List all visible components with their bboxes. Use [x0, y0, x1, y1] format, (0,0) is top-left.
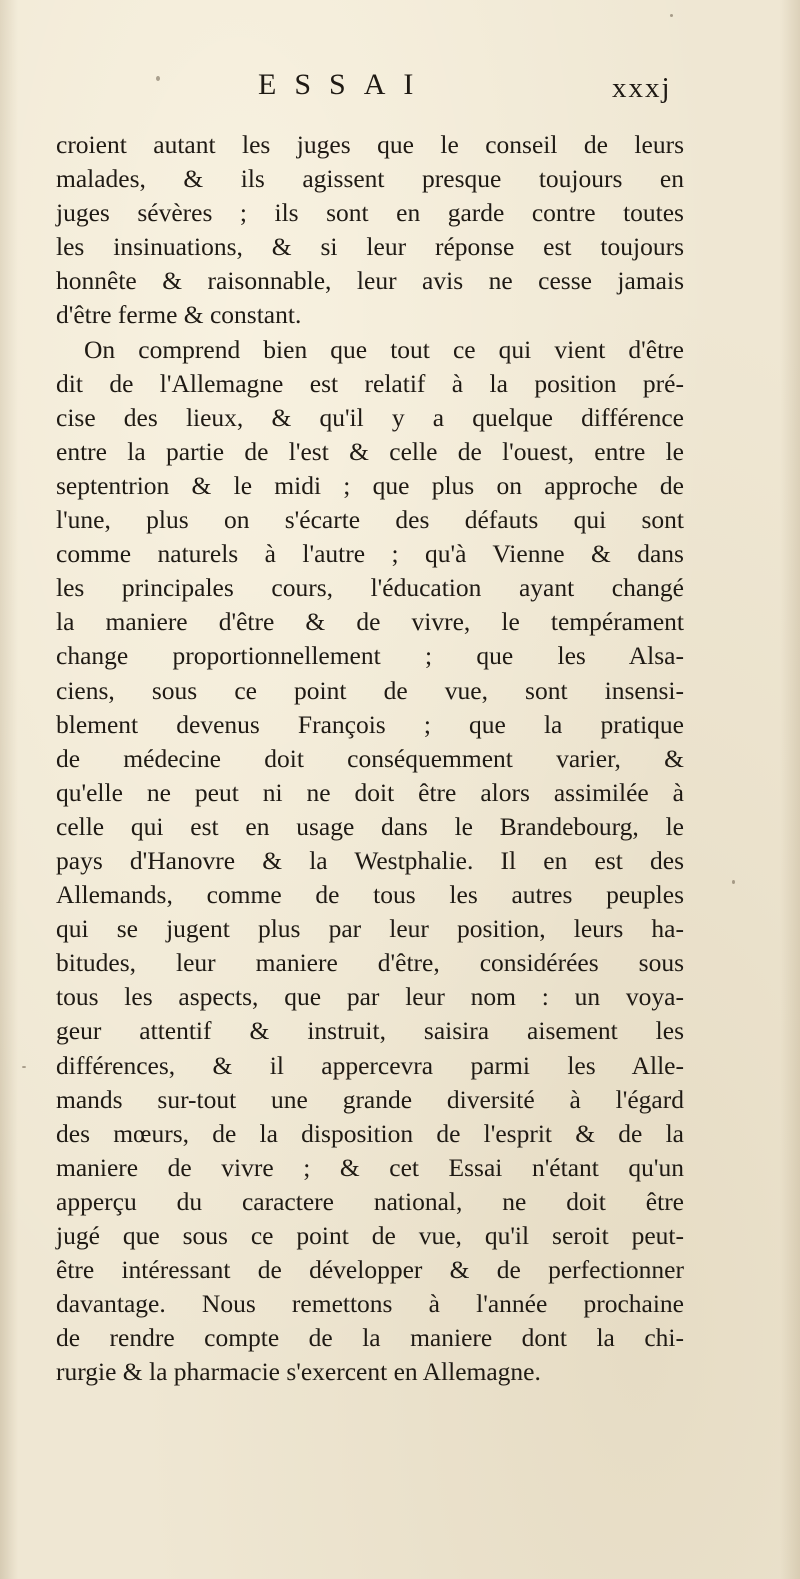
paper-speck — [156, 76, 160, 81]
text-line: septentrion & le midi ; que plus on approche de — [56, 470, 684, 500]
text-line: comme naturels à l'autre ; qu'à Vienne & dans — [56, 539, 684, 569]
text-line: différences, & il appercevra parmi les Alle- — [56, 1050, 684, 1080]
text-line: dit de l'Allemagne est relatif à la position pré- — [56, 368, 684, 398]
page-number: xxxj — [612, 72, 672, 104]
text-line: entre la partie de l'est & celle de l'ouest, entre le — [56, 436, 684, 466]
paper-speck — [670, 14, 673, 17]
text-line: de médecine doit conséquemment varier, & — [56, 743, 684, 773]
body-text — [56, 128, 684, 1389]
text-line: l'une, plus on s'écarte des défauts qui sont — [56, 505, 684, 535]
text-line: change proportionnellement ; que les Alsa- — [56, 641, 684, 671]
paper-speck — [732, 880, 735, 884]
text-line: ciens, sous ce point de vue, sont insensi- — [56, 675, 684, 705]
text-line: croient autant les juges que le conseil de leurs — [56, 130, 684, 159]
text-line: être intéressant de développer & de perfectionner — [56, 1255, 684, 1285]
paragraph-2 — [56, 333, 684, 1390]
text-line: davantage. Nous remettons à l'année prochaine — [56, 1289, 684, 1319]
text-line: la maniere d'être & de vivre, le tempérament — [56, 607, 684, 637]
text-line: malades, & ils agissent presque toujours en — [56, 164, 684, 194]
text-line: blement devenus François ; que la pratique — [56, 709, 684, 739]
text-line: des mœurs, de la disposition de l'esprit & de la — [56, 1118, 684, 1148]
text-line: pays d'Hanovre & la Westphalie. Il en est des — [56, 845, 684, 875]
text-line: de rendre compte de la maniere dont la chi- — [56, 1323, 684, 1353]
text-line: cise des lieux, & qu'il y a quelque différence — [56, 402, 684, 432]
text-line: rurgie & la pharmacie s'exercent en Allemagne. — [56, 1357, 541, 1387]
page-header — [0, 68, 800, 118]
text-line: jugé que sous ce point de vue, qu'il seroit peut- — [56, 1221, 684, 1250]
text-line: apperçu du caractere national, ne doit être — [56, 1186, 684, 1216]
text-line: Allemands, comme de tous les autres peuples — [56, 880, 684, 910]
paper-speck — [22, 1066, 26, 1068]
text-line: tous les aspects, que par leur nom : un voya- — [56, 982, 684, 1012]
text-line: On comprend bien que tout ce qui vient d'être — [84, 334, 684, 364]
text-line: les principales cours, l'éducation ayant changé — [56, 573, 684, 603]
text-line: maniere de vivre ; & cet Essai n'étant qu'un — [56, 1152, 684, 1182]
text-line: honnête & raisonnable, leur avis ne cesse jamais — [56, 266, 684, 296]
text-line: mands sur-tout une grande diversité à l'égard — [56, 1084, 684, 1114]
text-line: les insinuations, & si leur réponse est toujours — [56, 232, 684, 262]
text-line: qu'elle ne peut ni ne doit être alors assimilée à — [56, 777, 684, 807]
text-line: celle qui est en usage dans le Brandebourg, le — [56, 811, 684, 841]
text-line: bitudes, leur maniere d'être, considérées sous — [56, 948, 684, 978]
text-line: geur attentif & instruit, saisira aisement les — [56, 1016, 684, 1046]
text-line: d'être ferme & constant. — [56, 300, 302, 330]
running-title: ESSAI — [258, 68, 432, 101]
text-line: juges sévères ; ils sont en garde contre toutes — [56, 198, 684, 228]
text-line: qui se jugent plus par leur position, leurs ha- — [56, 914, 684, 944]
paragraph-1 — [56, 128, 684, 333]
